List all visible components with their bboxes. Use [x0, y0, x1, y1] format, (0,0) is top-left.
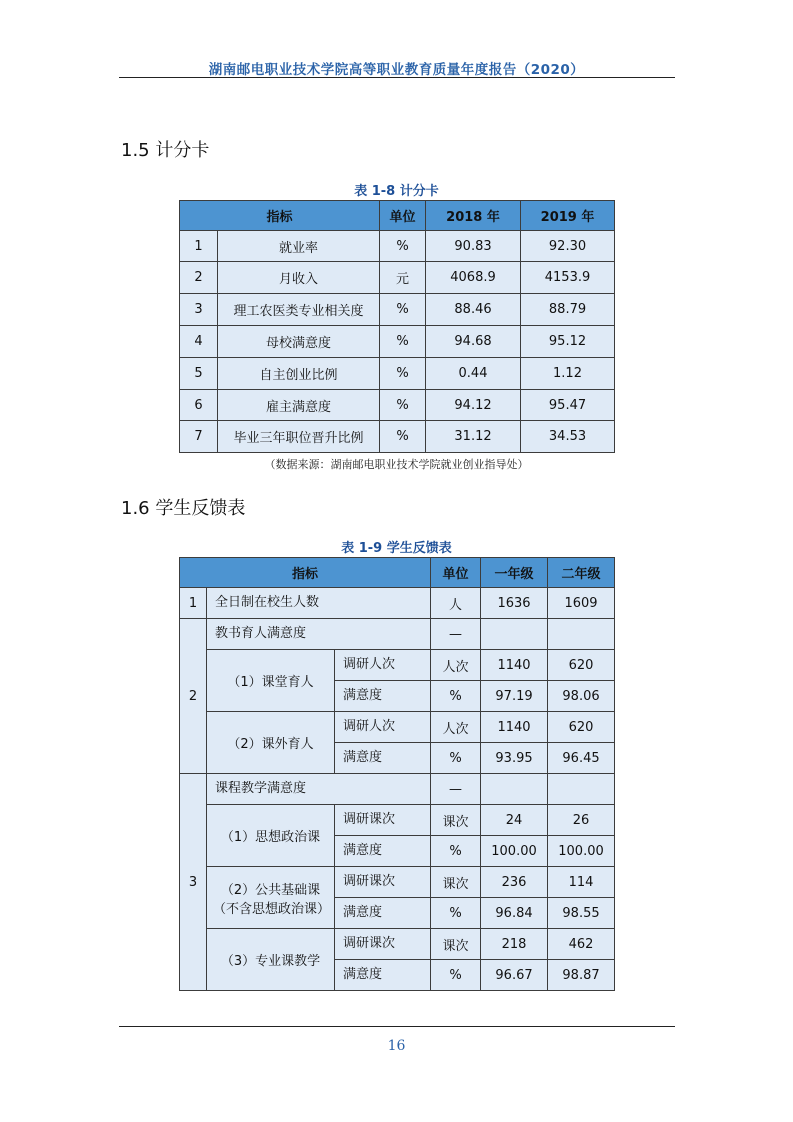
table-row	[180, 619, 615, 650]
row-value-2018: 94.12	[426, 390, 521, 421]
sub-indicator: （2）公共基础课（不含思想政治课）	[207, 867, 335, 929]
page-number: 16	[387, 1038, 406, 1054]
row-value-2018: 4068.9	[426, 262, 521, 294]
metric-label: 调研课次	[335, 867, 431, 898]
row-value-grade1: 1140	[481, 650, 548, 681]
row-value-grade1: 97.19	[481, 681, 548, 712]
row-number: 3	[180, 774, 207, 991]
row-value-2018: 0.44	[426, 358, 521, 390]
row-unit: %	[431, 681, 481, 712]
row-value-2018: 31.12	[426, 421, 521, 453]
metric-label: 调研课次	[335, 805, 431, 836]
row-value-grade1: 1636	[481, 588, 548, 619]
row-value-grade1: 236	[481, 867, 548, 898]
row-unit: %	[431, 960, 481, 991]
metric-label: 满意度	[335, 743, 431, 774]
metric-label: 满意度	[335, 960, 431, 991]
row-unit: %	[431, 898, 481, 929]
row-value-grade2: 98.55	[548, 898, 615, 929]
table-row	[180, 867, 615, 898]
row-number: 3	[180, 294, 218, 326]
row-unit: %	[380, 231, 426, 262]
row-value-grade1: 93.95	[481, 743, 548, 774]
row-indicator: 全日制在校生人数	[207, 588, 431, 619]
section-heading-scorecard: 1.5 计分卡	[121, 140, 210, 161]
row-value-grade2: 1609	[548, 588, 615, 619]
row-value-grade1: 96.67	[481, 960, 548, 991]
row-indicator: 雇主满意度	[218, 390, 380, 421]
row-unit: %	[380, 326, 426, 358]
row-unit: —	[431, 619, 481, 650]
row-number: 5	[180, 358, 218, 390]
row-value-grade1: 218	[481, 929, 548, 960]
header-indicator: 指标	[180, 201, 380, 231]
page-header-title: 湖南邮电职业技术学院高等职业教育质量年度报告（2020）	[208, 62, 585, 78]
row-unit: %	[380, 358, 426, 390]
row-unit: %	[380, 421, 426, 453]
table-row	[180, 712, 615, 743]
row-value-grade2: 620	[548, 712, 615, 743]
table-header-row	[180, 558, 615, 588]
row-indicator: 毕业三年职位晋升比例	[218, 421, 380, 453]
data-source-note: （数据来源：湖南邮电职业技术学院就业创业指导处）	[264, 458, 529, 471]
row-value-grade1: 100.00	[481, 836, 548, 867]
table-row	[180, 774, 615, 805]
table-caption-student-feedback: 表 1-9 学生反馈表	[341, 541, 452, 556]
row-number: 2	[180, 619, 207, 774]
row-unit: 人次	[431, 712, 481, 743]
row-number: 2	[180, 262, 218, 294]
sub-indicator: （3）专业课教学	[207, 929, 335, 991]
student-feedback-table	[179, 557, 615, 991]
sub-indicator: （1）思想政治课	[207, 805, 335, 867]
row-value-2019: 1.12	[521, 358, 615, 390]
row-value-2018: 94.68	[426, 326, 521, 358]
row-unit: %	[431, 743, 481, 774]
sub-indicator: （2）课外育人	[207, 712, 335, 774]
table-row	[180, 805, 615, 836]
row-value-grade1: 1140	[481, 712, 548, 743]
row-value-2019: 88.79	[521, 294, 615, 326]
metric-label: 调研人次	[335, 650, 431, 681]
row-unit: %	[380, 294, 426, 326]
table-row	[180, 421, 615, 453]
row-indicator: 自主创业比例	[218, 358, 380, 390]
table-row	[180, 231, 615, 262]
row-value-2019: 95.12	[521, 326, 615, 358]
empty-cell	[481, 774, 548, 805]
row-value-2019: 92.30	[521, 231, 615, 262]
table-row	[180, 390, 615, 421]
section-heading-student-feedback: 1.6 学生反馈表	[121, 498, 246, 519]
row-value-grade2: 620	[548, 650, 615, 681]
row-value-2018: 90.83	[426, 231, 521, 262]
sub-indicator: （1）课堂育人	[207, 650, 335, 712]
row-unit: %	[380, 390, 426, 421]
header-indicator: 指标	[180, 558, 431, 588]
row-indicator: 母校满意度	[218, 326, 380, 358]
row-unit: 人次	[431, 650, 481, 681]
row-number: 1	[180, 588, 207, 619]
row-value-grade2: 96.45	[548, 743, 615, 774]
header-2019: 2019 年	[521, 201, 615, 231]
row-value-grade2: 26	[548, 805, 615, 836]
metric-label: 满意度	[335, 898, 431, 929]
row-number: 6	[180, 390, 218, 421]
metric-label: 满意度	[335, 836, 431, 867]
row-unit: 人	[431, 588, 481, 619]
metric-label: 满意度	[335, 681, 431, 712]
row-unit: —	[431, 774, 481, 805]
row-value-2019: 95.47	[521, 390, 615, 421]
header-grade1: 一年级	[481, 558, 548, 588]
row-indicator: 理工农医类专业相关度	[218, 294, 380, 326]
footer-divider	[119, 1026, 675, 1027]
table-row	[180, 588, 615, 619]
row-unit: 课次	[431, 805, 481, 836]
scorecard-table	[179, 200, 615, 453]
empty-cell	[481, 619, 548, 650]
row-value-grade2: 98.06	[548, 681, 615, 712]
table-row	[180, 929, 615, 960]
table-caption-scorecard: 表 1-8 计分卡	[354, 184, 439, 199]
header-unit: 单位	[431, 558, 481, 588]
table-row	[180, 294, 615, 326]
empty-cell	[548, 619, 615, 650]
row-indicator: 课程教学满意度	[207, 774, 431, 805]
header-2018: 2018 年	[426, 201, 521, 231]
table-row	[180, 262, 615, 294]
row-number: 1	[180, 231, 218, 262]
table-row	[180, 358, 615, 390]
row-value-grade2: 462	[548, 929, 615, 960]
table-row	[180, 650, 615, 681]
row-unit: 课次	[431, 929, 481, 960]
empty-cell	[548, 774, 615, 805]
row-value-2019: 34.53	[521, 421, 615, 453]
row-unit: 课次	[431, 867, 481, 898]
row-indicator: 月收入	[218, 262, 380, 294]
row-indicator: 就业率	[218, 231, 380, 262]
header-grade2: 二年级	[548, 558, 615, 588]
row-unit: 元	[380, 262, 426, 294]
metric-label: 调研人次	[335, 712, 431, 743]
row-value-grade1: 96.84	[481, 898, 548, 929]
table-header-row	[180, 201, 615, 231]
row-unit: %	[431, 836, 481, 867]
row-value-grade1: 24	[481, 805, 548, 836]
row-indicator: 教书育人满意度	[207, 619, 431, 650]
row-value-grade2: 98.87	[548, 960, 615, 991]
table-row	[180, 326, 615, 358]
header-unit: 单位	[380, 201, 426, 231]
row-value-grade2: 114	[548, 867, 615, 898]
metric-label: 调研课次	[335, 929, 431, 960]
row-number: 4	[180, 326, 218, 358]
row-value-grade2: 100.00	[548, 836, 615, 867]
row-value-2018: 88.46	[426, 294, 521, 326]
row-value-2019: 4153.9	[521, 262, 615, 294]
row-number: 7	[180, 421, 218, 453]
header-divider	[119, 77, 675, 78]
